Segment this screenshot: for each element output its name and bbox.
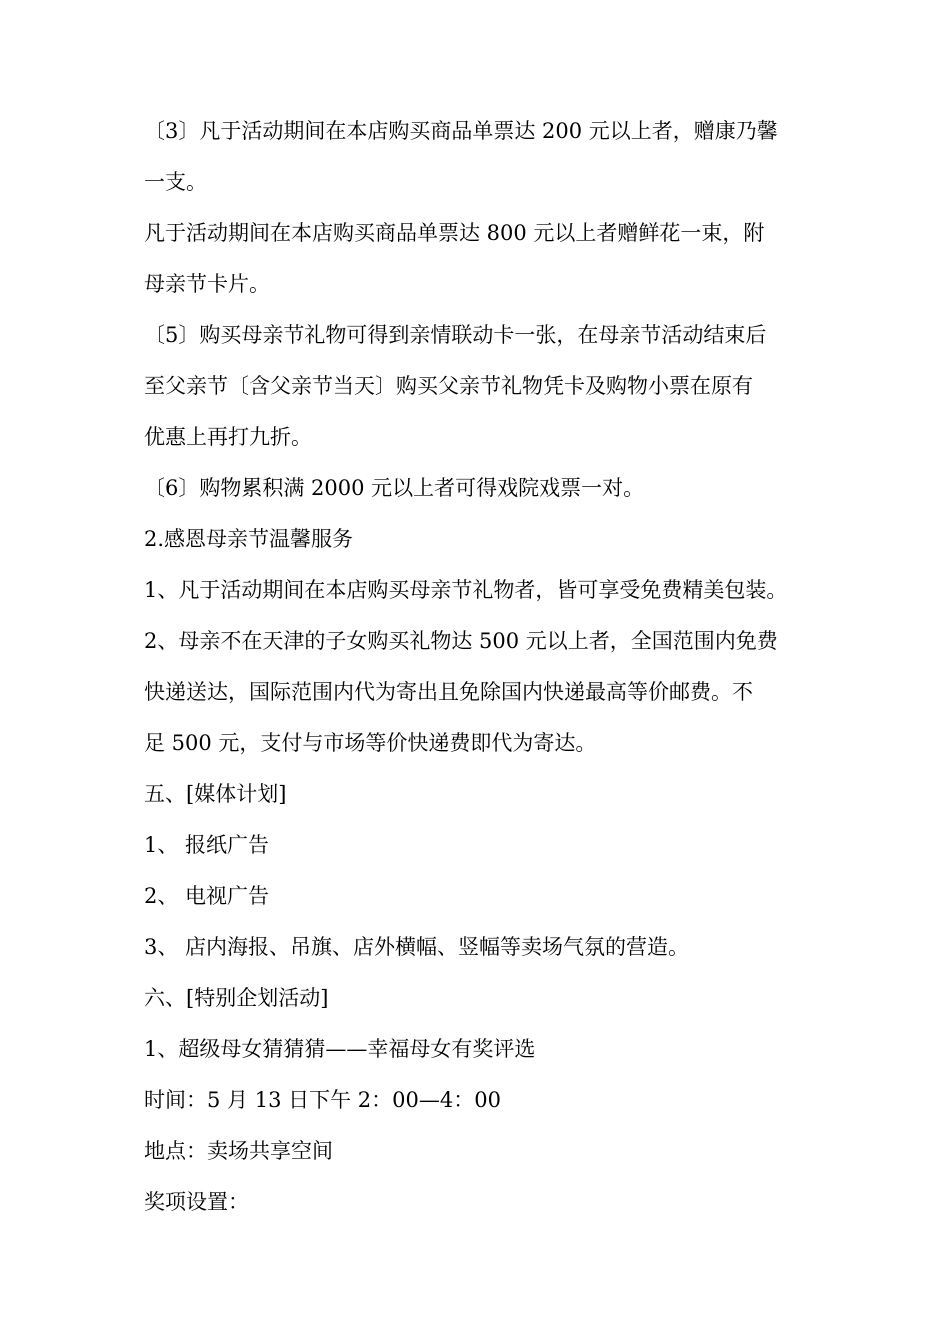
text-line: 〔5〕购买母亲节礼物可得到亲情联动卡一张，在母亲节活动结束后 bbox=[144, 323, 767, 347]
text-line: 足 500 元，支付与市场等价快递费即代为寄达。 bbox=[144, 731, 597, 755]
text-line: 地点：卖场共享空间 bbox=[144, 1139, 333, 1163]
list-item: 3、 店内海报、吊旗、店外横幅、竖幅等卖场气氛的营造。 bbox=[144, 935, 690, 959]
text-line: 1、超级母女猜猜猜——幸福母女有奖评选 bbox=[144, 1037, 536, 1061]
text-line: 一支。 bbox=[144, 170, 207, 194]
section-heading: 六、[特别企划活动] bbox=[144, 986, 329, 1010]
text-line: 凡于活动期间在本店购买商品单票达 800 元以上者赠鲜花一束，附 bbox=[144, 221, 765, 245]
text-line: 快递送达，国际范围内代为寄出且免除国内快递最高等价邮费。不 bbox=[144, 680, 753, 704]
text-line: 时间：5 月 13 日下午 2：00—4：00 bbox=[144, 1088, 501, 1112]
list-item: 2、 电视广告 bbox=[144, 884, 270, 908]
text-line: 〔3〕凡于活动期间在本店购买商品单票达 200 元以上者，赠康乃馨 bbox=[144, 119, 778, 143]
text-line: 奖项设置： bbox=[144, 1190, 249, 1214]
list-item: 1、 报纸广告 bbox=[144, 833, 270, 857]
text-line: 至父亲节〔含父亲节当天〕购买父亲节礼物凭卡及购物小票在原有 bbox=[144, 374, 753, 398]
section-heading: 五、[媒体计划] bbox=[144, 782, 287, 806]
document-body bbox=[144, 106, 824, 1228]
text-line: 〔6〕购物累积满 2000 元以上者可得戏院戏票一对。 bbox=[144, 476, 645, 500]
text-line: 母亲节卡片。 bbox=[144, 272, 270, 296]
text-line: 1、凡于活动期间在本店购买母亲节礼物者，皆可享受免费精美包装。 bbox=[144, 578, 788, 602]
text-line: 2、母亲不在天津的子女购买礼物达 500 元以上者，全国范围内免费 bbox=[144, 629, 778, 653]
section-heading: 2.感恩母亲节温馨服务 bbox=[144, 527, 354, 551]
text-line: 优惠上再打九折。 bbox=[144, 425, 312, 449]
